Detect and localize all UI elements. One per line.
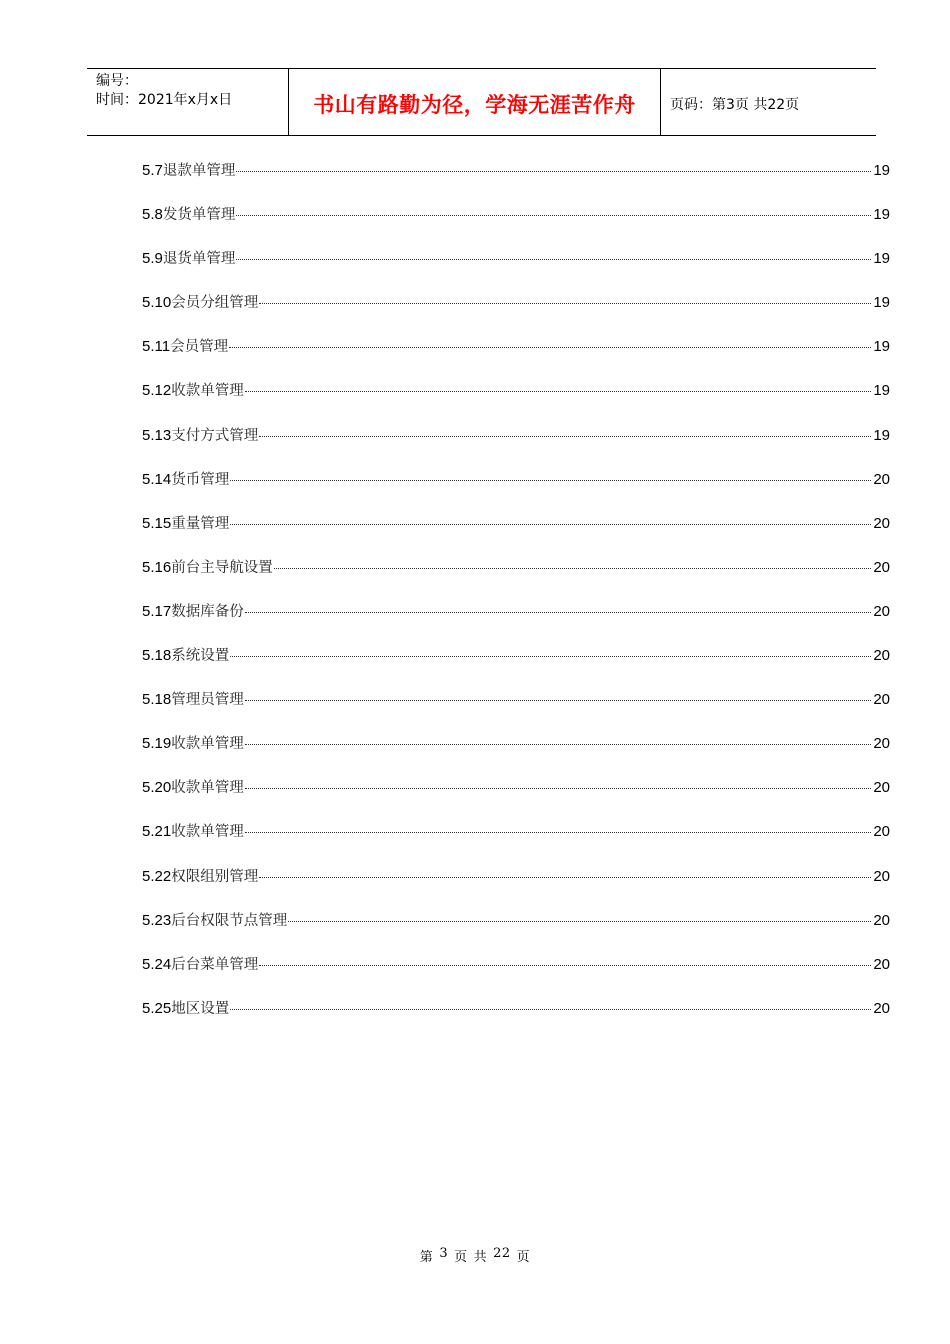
toc-entry-page: 19 bbox=[873, 338, 890, 356]
toc-entry-number: 5.25 bbox=[142, 999, 172, 1017]
toc-entry-page: 19 bbox=[873, 206, 890, 224]
toc-entry-title: 权限组别管理 bbox=[171, 868, 259, 885]
document-date-label: 时间：2021年x月x日 bbox=[96, 92, 233, 108]
toc-entry-title: 收款单管理 bbox=[171, 736, 244, 753]
footer-total-pages: 22 bbox=[493, 1246, 511, 1261]
toc-entry-title: 发货单管理 bbox=[162, 207, 236, 224]
toc-entry-page: 20 bbox=[873, 647, 890, 665]
toc-dot-leader bbox=[245, 788, 872, 789]
toc-entry-number: 5.14 bbox=[142, 470, 172, 488]
toc-entry[interactable] bbox=[142, 555, 890, 599]
toc-entry-number: 5.8 bbox=[142, 206, 163, 224]
toc-entry-title: 收款单管理 bbox=[171, 780, 244, 797]
toc-entry-number: 5.21 bbox=[142, 823, 172, 841]
toc-dot-leader bbox=[230, 480, 871, 481]
toc-entry[interactable] bbox=[142, 643, 890, 687]
toc-dot-leader bbox=[245, 612, 872, 613]
toc-entry-page: 20 bbox=[873, 955, 890, 973]
toc-entry-title: 退货单管理 bbox=[162, 251, 236, 268]
toc-dot-leader bbox=[236, 215, 871, 216]
toc-entry-number: 5.13 bbox=[142, 426, 172, 444]
toc-entry-page: 20 bbox=[873, 558, 890, 576]
toc-dot-leader bbox=[245, 744, 872, 745]
toc-entry-title: 前台主导航设置 bbox=[171, 559, 273, 576]
toc-entry-number: 5.18 bbox=[142, 647, 172, 665]
toc-dot-leader bbox=[229, 347, 871, 348]
document-number-label: 编号： bbox=[96, 73, 138, 89]
toc-entry-number: 5.16 bbox=[142, 558, 172, 576]
toc-entry-title: 地区设置 bbox=[171, 1000, 230, 1017]
toc-entry-number: 5.15 bbox=[142, 514, 172, 532]
toc-entry-title: 会员分组管理 bbox=[171, 295, 259, 312]
toc-entry-title: 数据库备份 bbox=[171, 603, 244, 620]
toc-entry[interactable] bbox=[142, 467, 890, 511]
toc-entry[interactable] bbox=[142, 864, 890, 908]
toc-dot-leader bbox=[245, 700, 872, 701]
toc-entry-page: 19 bbox=[873, 250, 890, 268]
footer-ye: 页 bbox=[454, 1250, 468, 1265]
toc-entry-page: 20 bbox=[873, 911, 890, 929]
toc-entry[interactable] bbox=[142, 687, 890, 731]
toc-entry-title: 管理员管理 bbox=[171, 692, 244, 709]
toc-entry-title: 货币管理 bbox=[171, 471, 230, 488]
header-motto: 书山有路勤为径，学海无涯苦作舟 bbox=[313, 93, 636, 117]
toc-entry-page: 20 bbox=[873, 823, 890, 841]
toc-entry[interactable] bbox=[142, 819, 890, 863]
toc-entry-page: 19 bbox=[873, 294, 890, 312]
toc-dot-leader bbox=[274, 568, 872, 569]
toc-entry-page: 20 bbox=[873, 470, 890, 488]
document-header bbox=[87, 68, 876, 136]
toc-entry[interactable] bbox=[142, 599, 890, 643]
toc-dot-leader bbox=[245, 391, 872, 392]
toc-entry-title: 后台菜单管理 bbox=[171, 956, 259, 973]
footer-di: 第 bbox=[419, 1250, 434, 1265]
header-meta-cell bbox=[87, 69, 288, 135]
toc-entry-number: 5.7 bbox=[142, 162, 163, 179]
toc-dot-leader bbox=[230, 656, 871, 657]
toc-entry[interactable] bbox=[142, 290, 890, 334]
toc-entry[interactable] bbox=[142, 731, 890, 775]
toc-entry[interactable] bbox=[142, 334, 890, 378]
toc-entry-page: 20 bbox=[873, 735, 890, 753]
toc-entry-page: 20 bbox=[873, 691, 890, 709]
toc-entry-number: 5.20 bbox=[142, 779, 172, 797]
toc-entry-page: 20 bbox=[873, 867, 890, 885]
toc-entry-page: 20 bbox=[873, 514, 890, 532]
toc-entry[interactable] bbox=[142, 246, 890, 290]
toc-entry-number: 5.9 bbox=[142, 250, 163, 268]
toc-entry[interactable] bbox=[142, 952, 890, 996]
toc-entry[interactable] bbox=[142, 423, 890, 467]
toc-entry[interactable] bbox=[142, 775, 890, 819]
footer-gong: 共 bbox=[473, 1250, 488, 1265]
toc-entry[interactable] bbox=[142, 996, 890, 1040]
toc-entry-title: 收款单管理 bbox=[171, 383, 244, 400]
toc-entry-page: 20 bbox=[873, 602, 890, 620]
toc-dot-leader bbox=[259, 303, 871, 304]
footer-current-page: 3 bbox=[439, 1246, 449, 1261]
header-page-info: 页码：第3页 共22页 bbox=[670, 97, 800, 113]
header-page-cell bbox=[661, 69, 876, 135]
page-footer bbox=[0, 1246, 950, 1265]
toc-dot-leader bbox=[259, 965, 871, 966]
toc-dot-leader bbox=[259, 877, 871, 878]
toc-dot-leader bbox=[236, 259, 871, 260]
toc-entry-title: 退款单管理 bbox=[162, 163, 236, 179]
toc-dot-leader bbox=[236, 171, 871, 172]
toc-dot-leader bbox=[288, 921, 871, 922]
toc-dot-leader bbox=[245, 832, 872, 833]
toc-dot-leader bbox=[230, 1009, 871, 1010]
toc-entry-title: 后台权限节点管理 bbox=[171, 912, 288, 929]
toc-entry-number: 5.12 bbox=[142, 382, 172, 400]
toc-dot-leader bbox=[230, 524, 871, 525]
toc-entry-number: 5.24 bbox=[142, 955, 172, 973]
toc-entry-title: 收款单管理 bbox=[171, 824, 244, 841]
toc-entry-page: 19 bbox=[873, 426, 890, 444]
toc-entry-title: 支付方式管理 bbox=[171, 427, 259, 444]
toc-entry-number: 5.10 bbox=[142, 294, 172, 312]
toc-entry-page: 19 bbox=[873, 162, 890, 179]
toc-entry-title: 系统设置 bbox=[171, 648, 230, 665]
toc-entry-title: 重量管理 bbox=[171, 515, 230, 532]
toc-entry-number: 5.11 bbox=[142, 338, 171, 356]
toc-entry-title: 会员管理 bbox=[170, 339, 229, 356]
table-of-contents bbox=[142, 158, 890, 1040]
header-motto-cell bbox=[288, 69, 661, 135]
toc-entry-number: 5.23 bbox=[142, 911, 172, 929]
footer-ye-end: 页 bbox=[516, 1250, 531, 1265]
toc-entry-number: 5.17 bbox=[142, 602, 172, 620]
toc-entry-number: 5.22 bbox=[142, 867, 172, 885]
toc-entry[interactable] bbox=[142, 158, 890, 202]
toc-entry[interactable] bbox=[142, 202, 890, 246]
toc-entry-number: 5.18 bbox=[142, 691, 172, 709]
toc-entry-page: 20 bbox=[873, 779, 890, 797]
toc-entry-number: 5.19 bbox=[142, 735, 172, 753]
toc-entry[interactable] bbox=[142, 511, 890, 555]
toc-entry-page: 20 bbox=[873, 999, 890, 1017]
toc-entry-page: 19 bbox=[873, 382, 890, 400]
toc-entry[interactable] bbox=[142, 378, 890, 422]
toc-dot-leader bbox=[259, 436, 871, 437]
toc-entry[interactable] bbox=[142, 908, 890, 952]
